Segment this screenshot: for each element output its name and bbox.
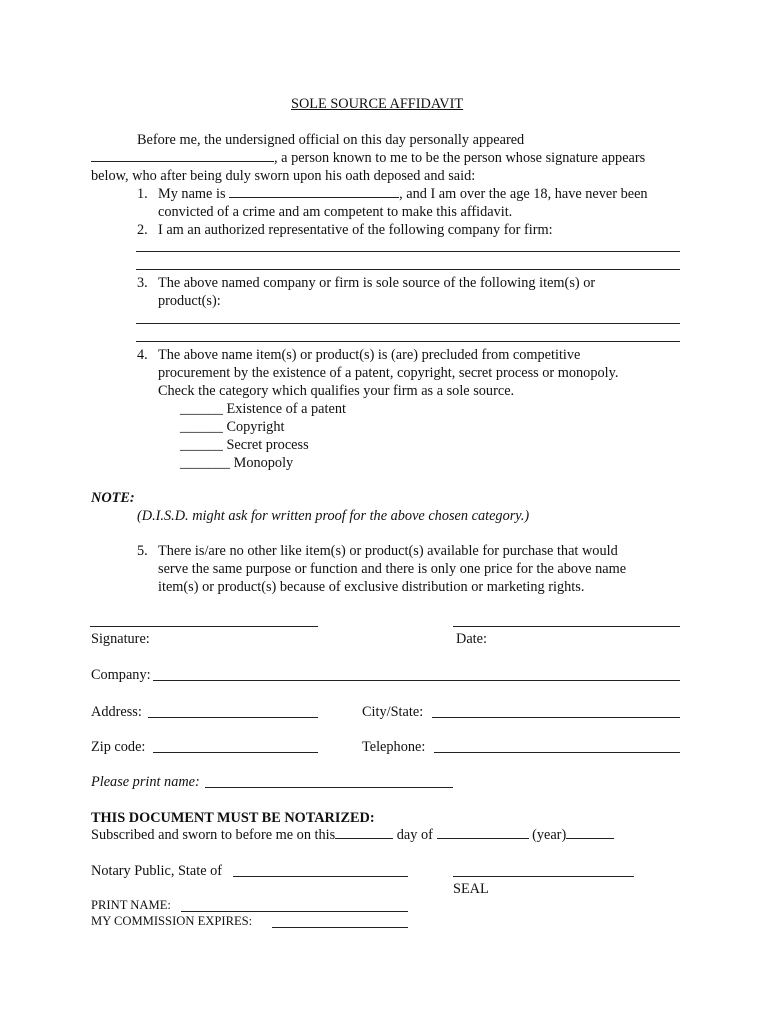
category-secret-process[interactable]	[180, 436, 309, 454]
category-blank[interactable]: ______	[180, 401, 223, 417]
telephone-field[interactable]	[434, 752, 680, 753]
notary-print-name-field[interactable]	[181, 911, 408, 912]
item-4-number: 4.	[137, 347, 148, 363]
intro-line-3: below, who after being duly sworn upon his oath deposed and said:	[91, 168, 476, 184]
address-label: Address:	[91, 704, 142, 720]
item-1-prefix: My name is	[158, 186, 226, 202]
note-text: (D.I.S.D. might ask for written proof for the above chosen category.)	[137, 508, 530, 524]
category-copyright[interactable]	[180, 418, 284, 436]
month-field[interactable]	[437, 826, 529, 839]
notary-heading: THIS DOCUMENT MUST BE NOTARIZED:	[91, 810, 375, 826]
date-label: Date:	[456, 631, 487, 647]
category-label: Existence of a patent	[226, 401, 346, 417]
category-label: Copyright	[226, 419, 285, 435]
item-5-number: 5.	[137, 543, 148, 559]
item-4-line-1: The above name item(s) or product(s) is (are) precluded from competitive	[158, 347, 581, 363]
item-3-line-2: product(s):	[158, 293, 221, 309]
products-line-2[interactable]	[136, 341, 680, 342]
intro-line-1: Before me, the undersigned official on this day personally appeared	[137, 132, 525, 148]
date-line[interactable]	[453, 626, 680, 627]
item-1-suffix: , and I am over the age 18, have never been	[399, 186, 648, 202]
year-text: (year)	[532, 827, 567, 843]
zip-field[interactable]	[153, 752, 318, 753]
item-2-number: 2.	[137, 222, 148, 238]
notary-state-field[interactable]	[233, 876, 408, 877]
telephone-label: Telephone:	[362, 739, 426, 755]
day-field[interactable]	[335, 826, 393, 839]
company-line-2[interactable]	[136, 269, 680, 270]
item-2-text: I am an authorized representative of the following company for firm:	[158, 222, 553, 238]
company-label: Company:	[91, 667, 151, 683]
item-4-line-3: Check the category which qualifies your firm as a sole source.	[158, 383, 515, 399]
intro-line-2-text: , a person known to me to be the person whose signature appears	[274, 150, 646, 166]
company-field[interactable]	[153, 680, 680, 681]
item-3-line-1: The above named company or firm is sole source of the following item(s) or	[158, 275, 596, 291]
category-blank[interactable]: ______	[180, 437, 223, 453]
print-name-field[interactable]	[205, 787, 453, 788]
commission-expires-label: MY COMMISSION EXPIRES:	[91, 914, 253, 928]
notary-print-name-label: PRINT NAME:	[91, 898, 171, 912]
signature-line[interactable]	[90, 626, 318, 627]
products-line-1[interactable]	[136, 323, 680, 324]
year-field[interactable]	[566, 826, 614, 839]
item-3-number: 3.	[137, 275, 148, 291]
city-state-field[interactable]	[432, 717, 680, 718]
item-1-line-1	[158, 185, 648, 203]
appeared-name-field[interactable]	[91, 149, 274, 162]
notary-state-label: Notary Public, State of	[91, 863, 223, 879]
document-title: SOLE SOURCE AFFIDAVIT	[291, 96, 464, 112]
address-field[interactable]	[148, 717, 318, 718]
item-5-line-1: There is/are no other like item(s) or product(s) available for purchase that would	[158, 543, 618, 559]
category-monopoly[interactable]	[180, 454, 293, 472]
item-1-number: 1.	[137, 186, 148, 202]
print-name-label: Please print name:	[91, 774, 200, 790]
intro-line-2	[91, 149, 645, 167]
signature-label: Signature:	[91, 631, 150, 647]
category-patent[interactable]	[180, 400, 346, 418]
note-heading: NOTE:	[91, 490, 135, 506]
subscribed-text: Subscribed and sworn to before me on this	[91, 827, 336, 843]
category-blank[interactable]: _______	[180, 455, 231, 471]
seal-line	[453, 876, 634, 877]
category-label: Monopoly	[233, 455, 294, 471]
item-4-line-2: procurement by the existence of a patent, copyright, secret process or monopoly.	[158, 365, 619, 381]
item-1-line-2: convicted of a crime and am competent to make this affidavit.	[158, 204, 513, 220]
zip-label: Zip code:	[91, 739, 146, 755]
item-5-line-3: item(s) or product(s) because of exclusive distribution or marketing rights.	[158, 579, 585, 595]
category-blank[interactable]: ______	[180, 419, 223, 435]
subscribed-line	[91, 826, 614, 844]
day-of-text: day of	[396, 827, 433, 843]
city-state-label: City/State:	[362, 704, 424, 720]
my-name-field[interactable]	[229, 185, 399, 198]
item-5-line-2: serve the same purpose or function and there is only one price for the above name	[158, 561, 627, 577]
company-line-1[interactable]	[136, 251, 680, 252]
commission-expires-field[interactable]	[272, 927, 408, 928]
seal-label: SEAL	[453, 881, 489, 897]
category-label: Secret process	[226, 437, 309, 453]
